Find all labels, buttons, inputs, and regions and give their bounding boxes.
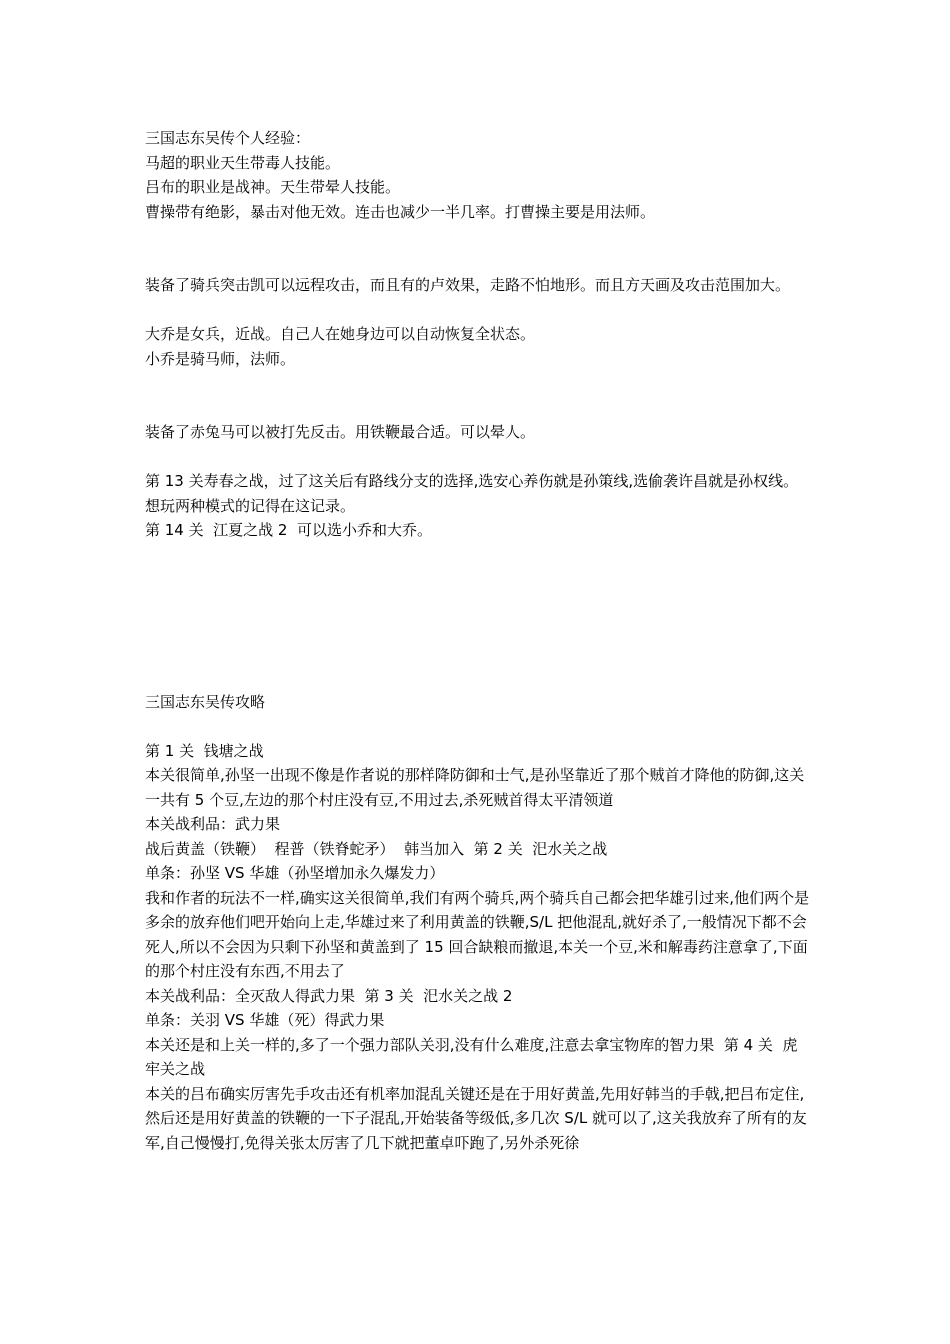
level-3-duel: 单条：关羽 VS 华雄（死）得武力果 (145, 1011, 385, 1029)
blank-space (145, 224, 810, 273)
level-2-text: 我和作者的玩法不一样,确实这关很简单,我们有两个骑兵,两个骑兵自己都会把华雄引过来,他们两个是多余的放弃他们吧开始向上走,华雄过来了利用黄盖的铁鞭,S/L 把他混乱,就好杀了,一般情况下都不会死人,所以不会因为只剩下孙坚和黄盖到了 15 回合缺粮而撤退,本关一个豆,米和解毒药注意拿了,下面的那个村庄没有东西,不用去了 (145, 888, 810, 980)
blank-space (145, 714, 810, 739)
experience-line-lvbu: 吕布的职业是战神。天生带晕人技能。 (145, 178, 401, 196)
experience-line-caocao: 曹操带有绝影，暴击对他无效。连击也减少一半几率。打曹操主要是用法师。 (145, 202, 656, 221)
paragraph-level-14: 第 14 关 江夏之战 2 可以选小乔和大乔。 (145, 521, 433, 539)
paragraph-chitu: 装备了赤兔马可以被打先反击。用铁鞭最合适。可以晕人。 (145, 423, 536, 441)
level-2-loot: 本关战利品：全灭敌人得武力果 第 3 关 汜水关之战 2 (145, 986, 513, 1005)
paragraph-daqiao: 大乔是女兵，近战。自己人在她身边可以自动恢复全状态。 (145, 325, 536, 343)
paragraph-xiaoqiao: 小乔是骑马师，法师。 (145, 349, 296, 368)
document-body (145, 126, 810, 1155)
section-title-guide: 三国志东吴传攻略 (145, 692, 266, 711)
level-1-text: 本关很简单,孙坚一出现不像是作者说的那样降防御和士气,是孙坚靠近了那个贼首才降他的防御,这关一共有 5 个豆,左边的那个村庄没有豆,不用过去,杀死贼首得太平清领道 (145, 766, 805, 809)
blank-space (145, 371, 810, 420)
level-1-loot: 本关战利品：武力果 (145, 815, 281, 833)
level-2-duel: 单条：孙坚 VS 华雄（孙坚增加永久爆发力） (145, 864, 445, 882)
paragraph-level-13: 第 13 关寿春之战，过了这关后有路线分支的选择,选安心养伤就是孙策线,选偷袭许昌就是孙权线。想玩两种模式的记得在这记录。 (145, 472, 799, 515)
blank-space (145, 543, 810, 690)
experience-line-machao: 马超的职业天生带毒人技能。 (145, 153, 341, 172)
level-1-after: 战后黄盖（铁鞭） 程普（铁脊蛇矛） 韩当加入 第 2 关 汜水关之战 (145, 839, 608, 858)
section-title-experience: 三国志东吴传个人经验： (145, 129, 311, 147)
blank-space (145, 298, 810, 323)
level-3-text: 本关还是和上关一样的,多了一个强力部队关羽,没有什么难度,注意去拿宝物库的智力果 第 4 关 虎牢关之战 (145, 1035, 798, 1078)
paragraph-cavalry-armor: 装备了骑兵突击凯可以远程攻击，而且有的卢效果，走路不怕地形。而且方天画及攻击范围加大。 (145, 276, 791, 294)
blank-space (145, 445, 810, 470)
level-1-heading: 第 1 关 钱塘之战 (145, 741, 264, 760)
level-4-text: 本关的吕布确实厉害先手攻击还有机率加混乱关键还是在于用好黄盖,先用好韩当的手戟,把吕布定住,然后还是用好黄盖的铁鞭的一下子混乱,开始装备等级低,多几次 S/L 就可以了,这关我放弃了所有的友军,自己慢慢打,免得关张太厉害了几下就把董卓吓跑了,另外杀死徐 (145, 1084, 807, 1152)
